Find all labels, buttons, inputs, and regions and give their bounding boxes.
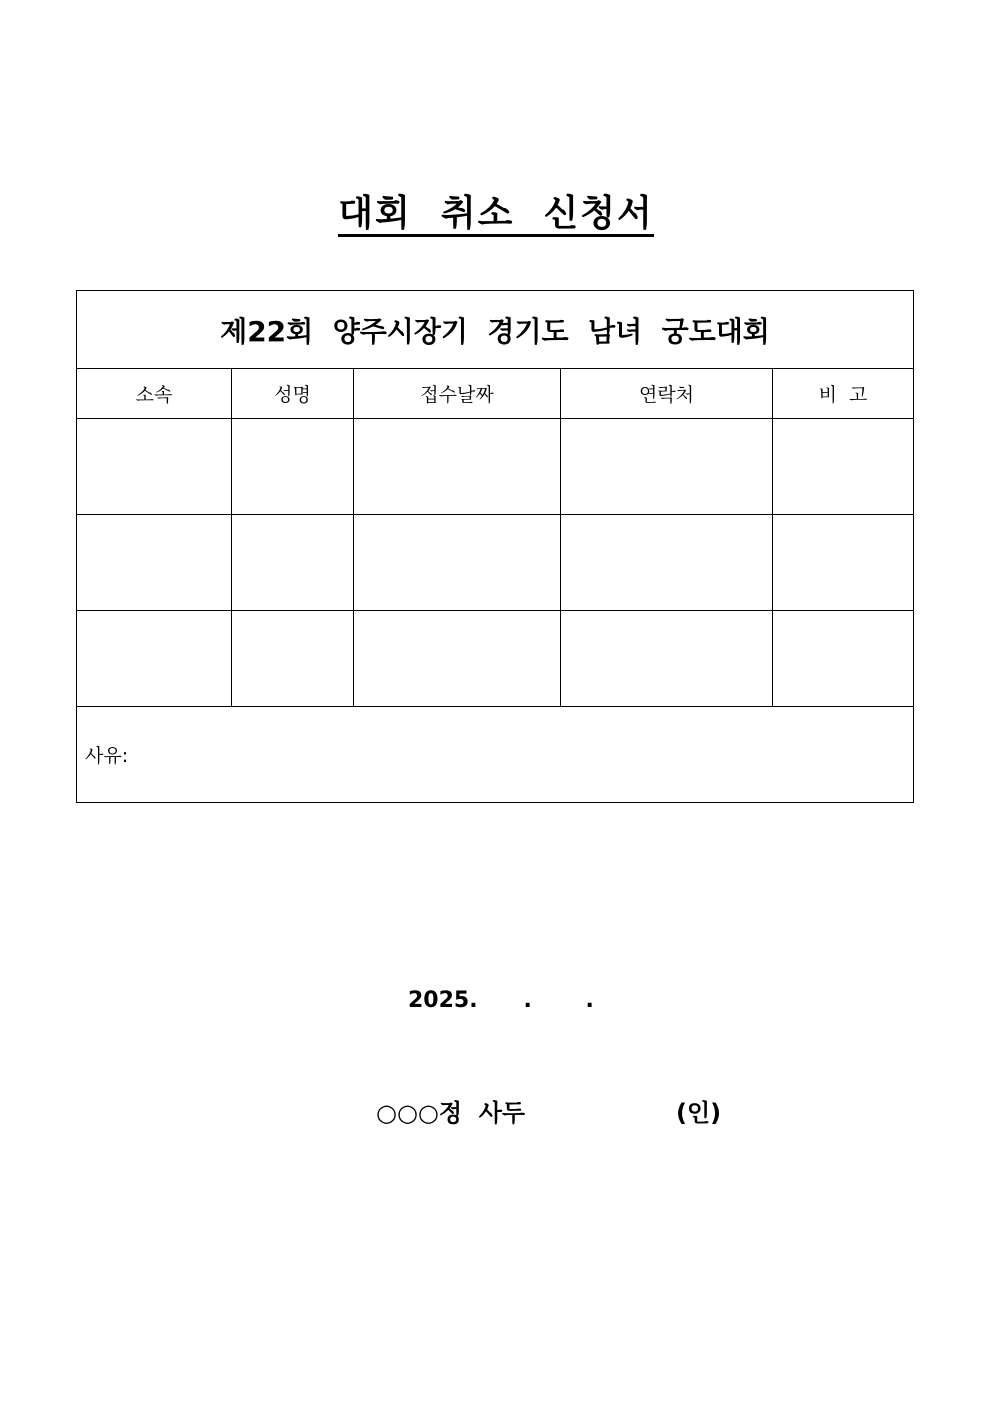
header-contact: 연락처: [561, 369, 773, 419]
receipt-date-cell[interactable]: [354, 419, 561, 515]
header-row: [77, 369, 914, 419]
cancellation-form-table: [76, 290, 914, 803]
reason-row: [77, 707, 914, 803]
contact-cell[interactable]: [561, 611, 773, 707]
document-title: [0, 190, 992, 238]
event-title-row: [77, 291, 914, 369]
contact-cell[interactable]: [561, 419, 773, 515]
contact-cell[interactable]: [561, 515, 773, 611]
affiliation-cell[interactable]: [77, 515, 232, 611]
header-affiliation: 소속: [77, 369, 232, 419]
receipt-date-cell[interactable]: [354, 515, 561, 611]
reason-field[interactable]: [77, 707, 914, 803]
affiliation-cell[interactable]: [77, 419, 232, 515]
signer-name: ○○○정 사두: [376, 1099, 526, 1127]
table-row: [77, 611, 914, 707]
name-cell[interactable]: [232, 515, 354, 611]
header-remarks: 비 고: [773, 369, 914, 419]
name-cell[interactable]: [232, 419, 354, 515]
receipt-date-cell[interactable]: [354, 611, 561, 707]
name-cell[interactable]: [232, 611, 354, 707]
document-title-text: 대회 취소 신청서: [338, 193, 654, 237]
reason-label: 사유:: [85, 745, 129, 767]
remarks-cell[interactable]: [773, 515, 914, 611]
date-line: 2025. . .: [408, 988, 594, 1013]
affiliation-cell[interactable]: [77, 611, 232, 707]
table-row: [77, 515, 914, 611]
event-title: 제22회 양주시장기 경기도 남녀 궁도대회: [77, 291, 914, 369]
header-receipt-date: 접수날짜: [354, 369, 561, 419]
remarks-cell[interactable]: [773, 419, 914, 515]
header-name: 성명: [232, 369, 354, 419]
table-row: [77, 419, 914, 515]
remarks-cell[interactable]: [773, 611, 914, 707]
seal-label: (인): [676, 1099, 722, 1127]
